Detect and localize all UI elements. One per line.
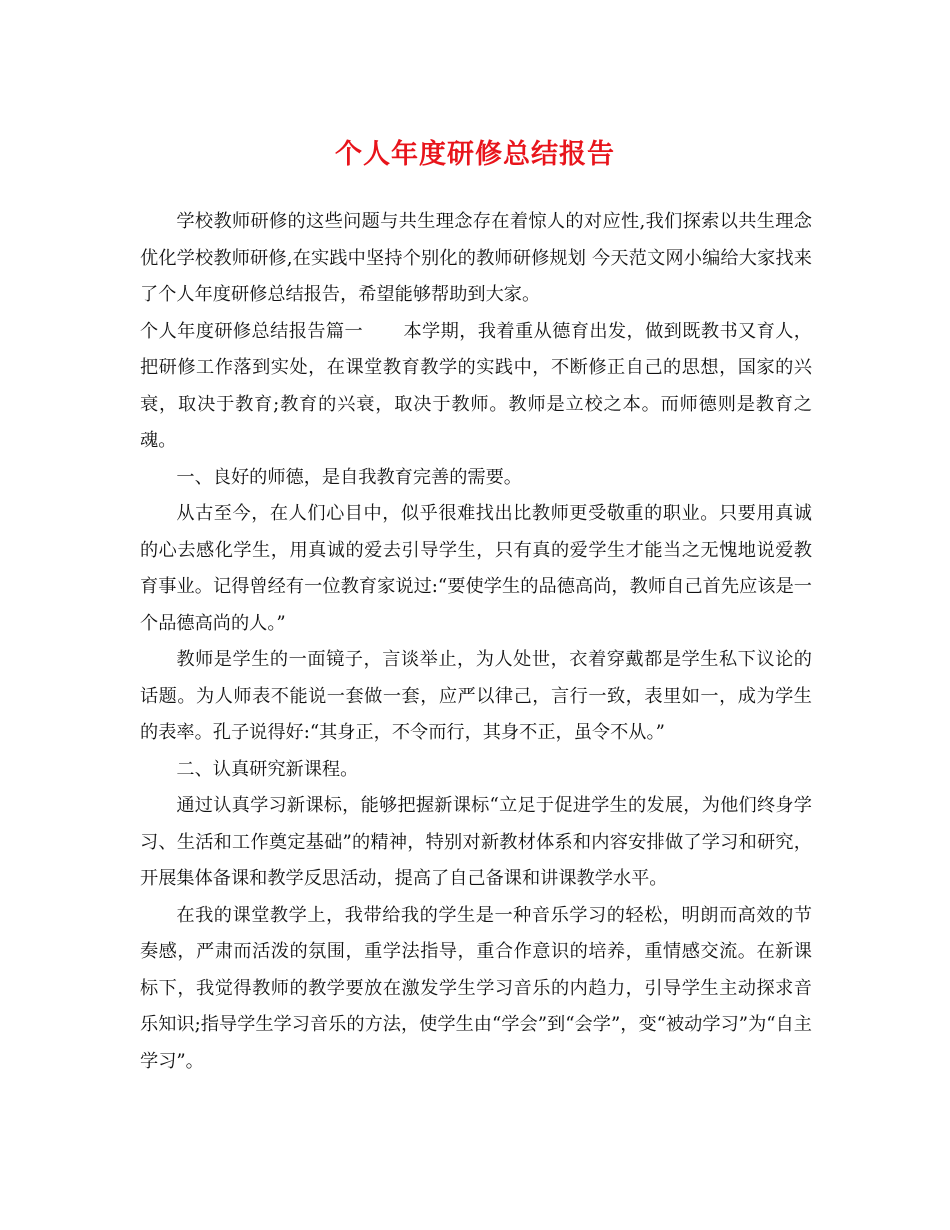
document-title: 个人年度研修总结报告 [335,139,615,170]
body-paragraph: 在我的课堂教学上，我带给我的学生是一种音乐学习的轻松，明朗而高效的节奏感，严肃而活泼的氛围，重学法指导，重合作意识的培养，重情感交流。在新课标下，我觉得教师的教学要放在激发学生学习音乐的内趋力，引导学生主动探求音乐知识;指导学生学习音乐的方法，使学生由“学会”到“会学”，变“被动学习”为“自主学习”。 [140,904,812,1072]
heading-two: 二、认真研究新课程。 [176,758,359,780]
body-paragraph: 通过认真学习新课标，能够把握新课标“立足于促进学生的发展，为他们终身学习、生活和工作奠定基础”的精神，特别对新教材体系和内容安排做了学习和研究，开展集体备课和教学反思活动，提高了自己备课和讲课教学水平。 [140,795,812,889]
heading-one: 一、良好的师德，是自我教育完善的需要。 [176,466,522,488]
section-paragraph [140,314,812,460]
body-paragraph: 教师是学生的一面镜子，言谈举止，为人处世，衣着穿戴都是学生私下议论的话题。为人师表不能说一套做一套，应严以律己，言行一致，表里如一，成为学生的表率。孔子说得好:“其身正，不令而行，其身不正，虽令不从。” [140,649,812,743]
body-paragraph: 从古至今，在人们心目中，似乎很难找出比教师更受敬重的职业。只要用真诚的心去感化学生，用真诚的爱去引导学生，只有真的爱学生才能当之无愧地说爱教育事业。记得曾经有一位教育家说过:“要使学生的品德高尚，教师自己首先应该是一个品德高尚的人。” [140,503,812,634]
section-opening-text: 本学期，我着重从德育出发，做到既教书又育人，把研修工作落到实处，在课堂教育教学的实践中，不断修正自己的思想，国家的兴衰，取决于教育;教育的兴衰，取决于教师。教师是立校之本。而师德则是教育之魂。 [140,320,812,451]
section-heading: 个人年度研修总结报告篇一 [140,320,364,342]
document-body [140,204,812,1080]
intro-paragraph: 学校教师研修的这些问题与共生理念存在着惊人的对应性,我们探索以共生理念优化学校教师研修,在实践中坚持个别化的教师研修规划 今天范文网小编给大家找来了个人年度研修总结报告，希望能够帮助到大家。 [140,211,812,305]
